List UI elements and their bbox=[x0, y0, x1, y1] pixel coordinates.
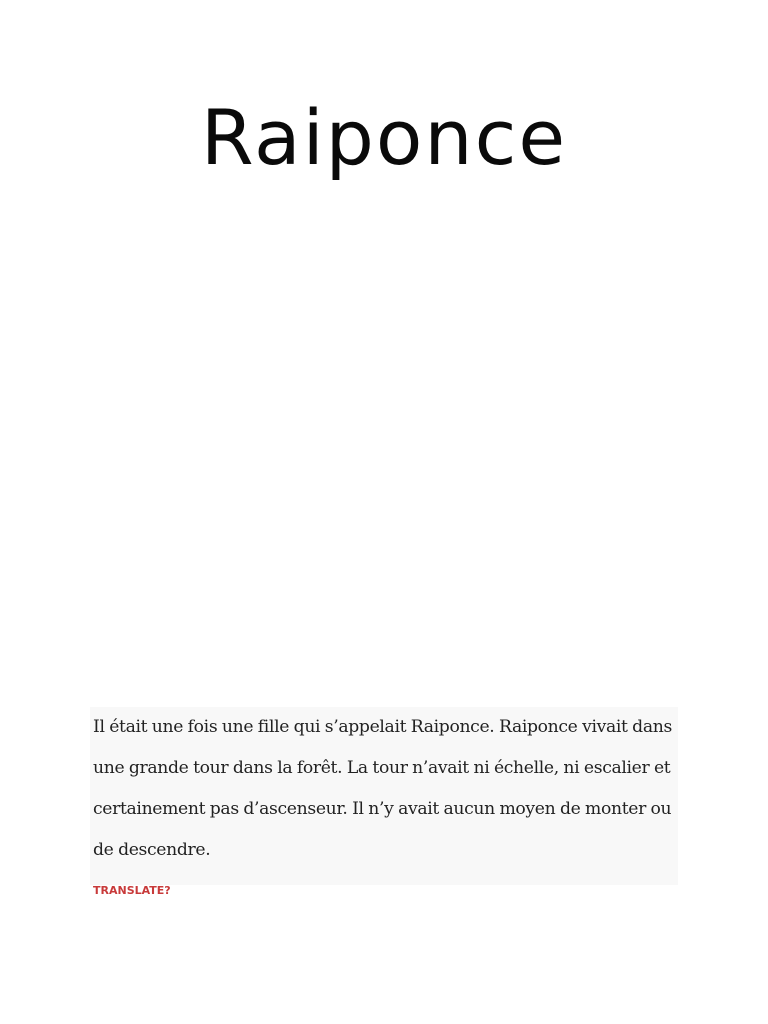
translate-link[interactable]: TRANSLATE? bbox=[93, 884, 171, 897]
page-title: Raiponce bbox=[200, 93, 568, 182]
story-paragraph-block bbox=[90, 707, 678, 885]
story-paragraph: Il était une fois une fille qui s’appelait Raiponce. Raiponce vivait dans une grande tour dans la forêt. La tour n’avait ni échelle, ni escalier et certainement pas d’ascenseur. Il n’y avait aucun moyen de monter ou de descendre. bbox=[93, 717, 672, 860]
